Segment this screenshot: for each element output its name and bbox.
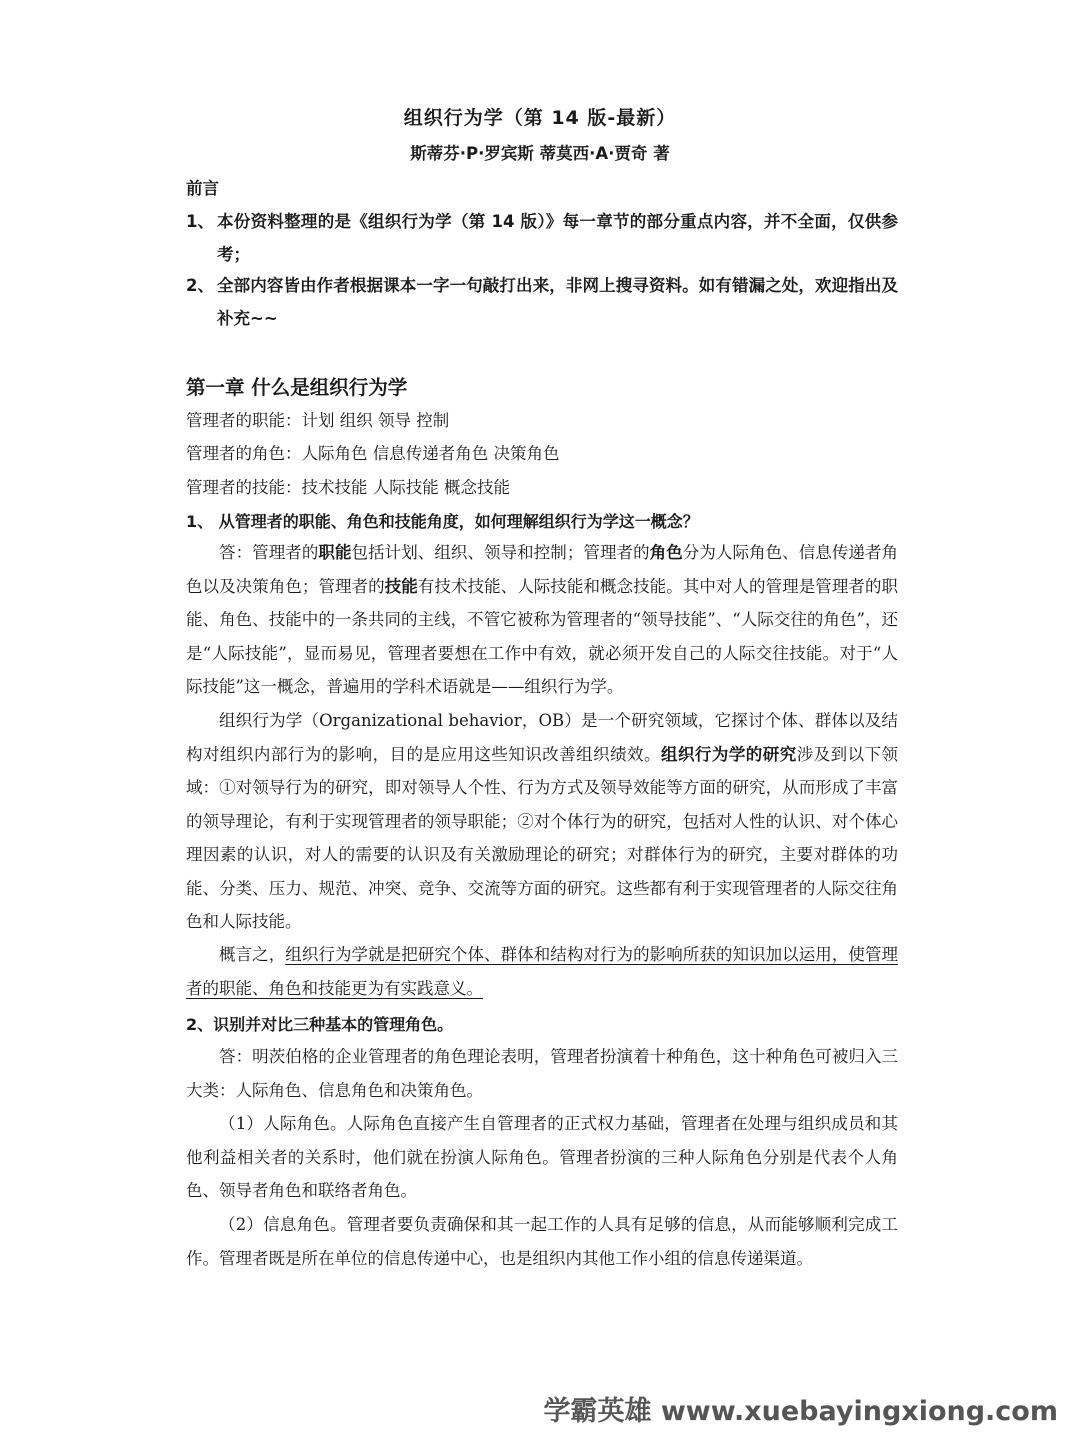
answer-2-paragraph-2: （1）人际角色。人际角色直接产生自管理者的正式权力基础，管理者在处理与组织成员和其他利益相关者的关系时，他们就在扮演人际角色。管理者扮演的三种人际角色分别是代表个人角色、领导者角色和联络者角色。 bbox=[186, 1114, 898, 1200]
preface-item-text: 本份资料整理的是《组织行为学（第 14 版）》每一章节的部分重点内容，并不全面，仅供参考； bbox=[217, 212, 898, 264]
document-title: 组织行为学（第 14 版-最新） bbox=[403, 107, 677, 129]
preface-item-text: 全部内容皆由作者根据课本一字一句敲打出来，非网上搜寻资料。如有错漏之处，欢迎指出及补充~~ bbox=[217, 276, 898, 328]
answer-1-paragraph-2: 组织行为学（Organizational behavior，OB）是一个研究领域，它探讨个体、群体以及结构对组织内部行为的影响，目的是应用这些知识改善组织绩效。组织行为学的研究涉及到以下领域：①对领导行为的研究，即对领导人个性、行为方式及领导效能等方面的研究，从而形成了丰富的领导理论，有利于实现管理者的领导职能；②对个体行为的研究，包括对人性的认识、对个体心理因素的认识，对人的需要的认识及有关激励理论的研究；对群体行为的研究，主要对群体的功能、分类、压力、规范、冲突、竞争、交流等方面的研究。这些都有利于实现管理者的人际交往角色和人际技能。 bbox=[186, 711, 899, 931]
underlined-summary: 组织行为学就是把研究个体、群体和结构对行为的影响所获的知识加以运用，使管理者的职能、角色和技能更为有实践意义。 bbox=[186, 945, 898, 998]
preface-item-number: 2、 bbox=[186, 276, 214, 295]
question-2: 2、识别并对比三种基本的管理角色。 bbox=[186, 1015, 454, 1034]
answer-1-paragraph-1: 答：管理者的职能包括计划、组织、领导和控制；管理者的角色分为人际角色、信息传递者角色以及决策角色；管理者的技能有技术技能、人际技能和概念技能。其中对人的管理是管理者的职能、角色、技能中的一条共同的主线，不管它被称为管理者的“领导技能”、“人际交往的角色”，还是“人际技能”，显而易见，管理者要想在工作中有效，就必须开发自己的人际交往技能。对于“人际技能”这一概念，普遍用的学科术语就是——组织行为学。 bbox=[186, 543, 899, 696]
summary-line-functions: 管理者的职能：计划 组织 领导 控制 bbox=[186, 411, 450, 430]
question-1: 1、 从管理者的职能、角色和技能角度，如何理解组织行为学这一概念？ bbox=[186, 512, 699, 531]
document-authors: 斯蒂芬·P·罗宾斯 蒂莫西·A·贾奇 著 bbox=[410, 144, 670, 163]
site-watermark: 学霸英雄 www.xuebayingxiong.com bbox=[543, 1396, 1058, 1427]
chapter-title: 第一章 什么是组织行为学 bbox=[186, 376, 408, 399]
answer-1-paragraph-3: 概言之，组织行为学就是把研究个体、群体和结构对行为的影响所获的知识加以运用，使管理者的职能、角色和技能更为有实践意义。 bbox=[186, 945, 898, 998]
preface-item bbox=[186, 205, 898, 271]
preface-heading: 前言 bbox=[186, 179, 219, 198]
preface-item bbox=[186, 269, 898, 335]
answer-2-paragraph-1: 答：明茨伯格的企业管理者的角色理论表明，管理者扮演着十种角色，这十种角色可被归入三大类：人际角色、信息角色和决策角色。 bbox=[186, 1047, 898, 1100]
preface-item-number: 1、 bbox=[186, 212, 214, 231]
summary-line-roles: 管理者的角色：人际角色 信息传递者角色 决策角色 bbox=[186, 444, 560, 463]
summary-line-skills: 管理者的技能：技术技能 人际技能 概念技能 bbox=[186, 478, 510, 497]
answer-2-paragraph-3: （2）信息角色。管理者要负责确保和其一起工作的人具有足够的信息，从而能够顺利完成工作。管理者既是所在单位的信息传递中心，也是组织内其他工作小组的信息传递渠道。 bbox=[186, 1215, 898, 1268]
